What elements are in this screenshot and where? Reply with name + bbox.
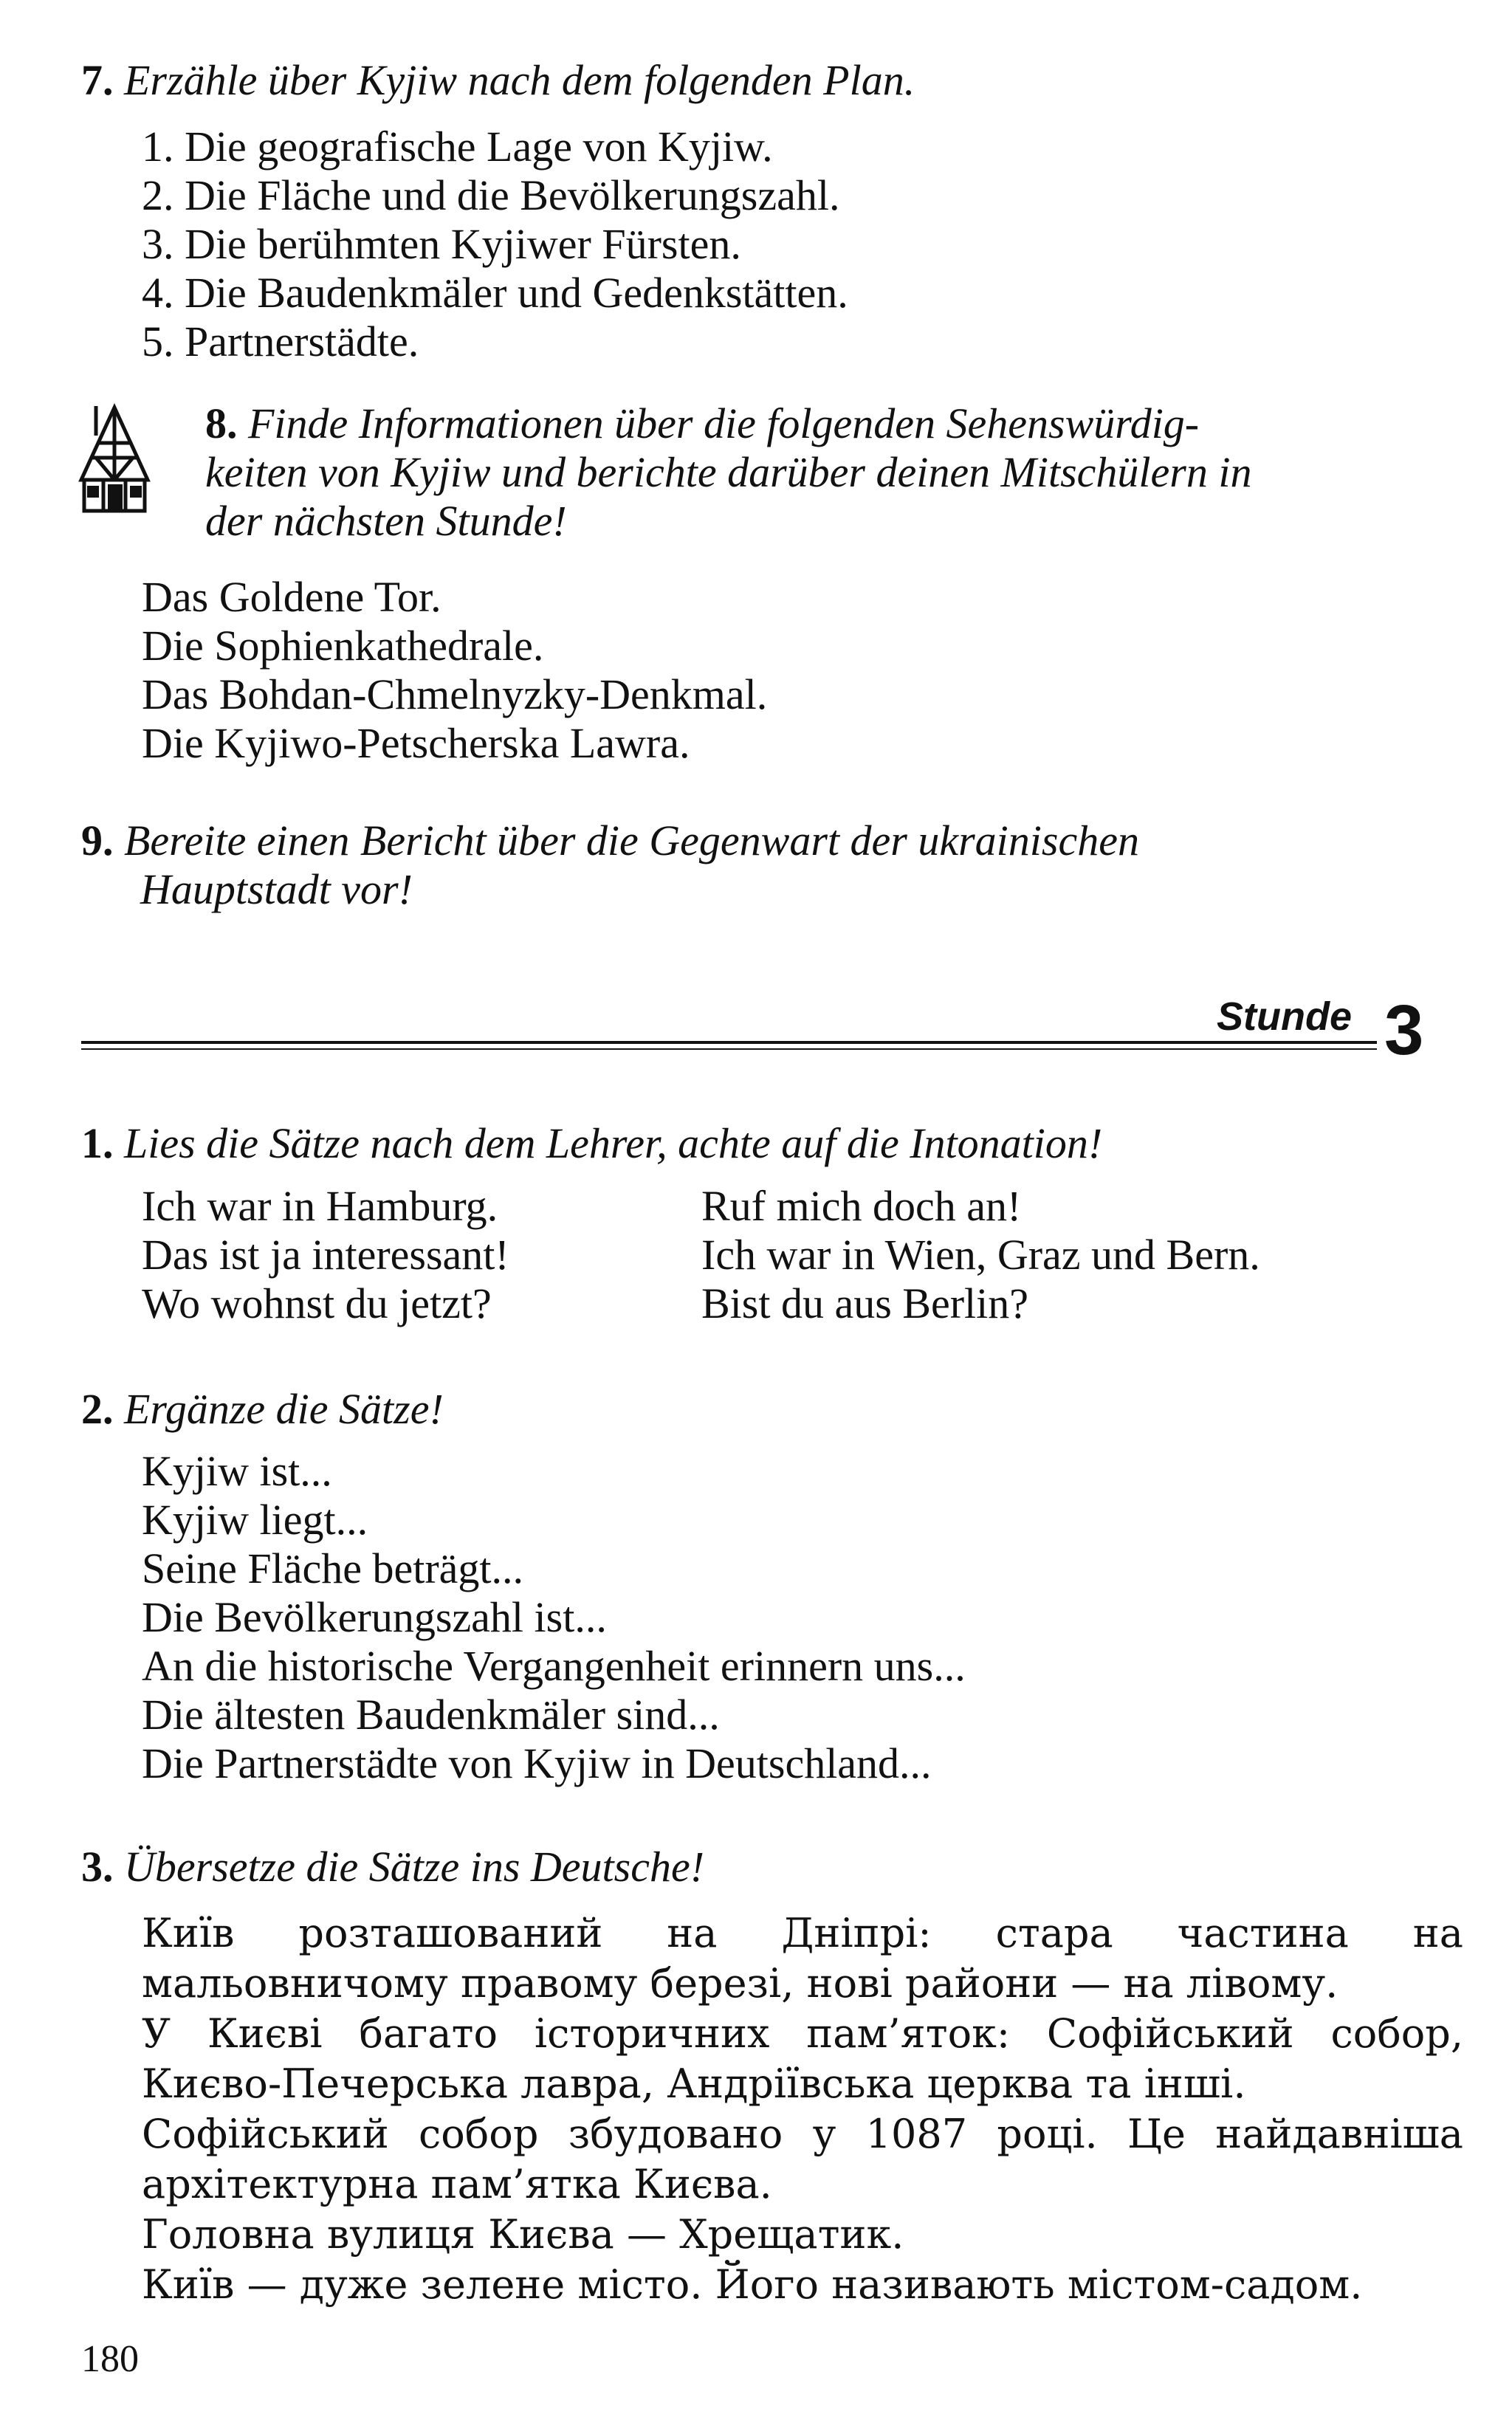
task7-item: 3. Die berühmten Kyjiwer Fürsten. — [142, 220, 741, 268]
task8-title-part: Finde Informationen über die folgenden Sehenswürdig- — [248, 399, 1200, 447]
s3-task3-line: Київ розташований на Дніпрі: стара частина на — [142, 1910, 1463, 1956]
task9-title-line: Hauptstadt vor! — [140, 865, 413, 913]
page-number: 180 — [81, 2338, 139, 2380]
section-rule-top — [81, 1041, 1377, 1044]
s3-task2-item: Die ältesten Baudenkmäler sind... — [142, 1691, 720, 1739]
s3-task1-right-sentence: Ruf mich doch an! — [701, 1182, 1022, 1230]
task7-item: 2. Die Fläche und die Bevölkerungszahl. — [142, 171, 840, 219]
s3-task2-item: Kyjiw liegt... — [142, 1496, 368, 1544]
task8-title-line — [205, 399, 1200, 447]
section-label: Stunde — [1217, 994, 1352, 1039]
s3-task3-text — [142, 1910, 1463, 2315]
s3-task3-line: Києво-Печерська лавра, Андріївська церква та інші. — [142, 2060, 1246, 2107]
s3-task2-number: 2. — [81, 1385, 114, 1433]
task8-item: Die Sophienkathedrale. — [142, 622, 544, 670]
s3-task3-line: Головна вулиця Києва — Хрещатик. — [142, 2211, 904, 2258]
task8-item: Das Goldene Tor. — [142, 573, 441, 621]
s3-task1-left-sentence: Das ist ja interessant! — [142, 1231, 509, 1279]
s3-task3-line: У Києві багато історичних пам’яток: Софійський собор, — [142, 2010, 1463, 2057]
task7-item: 4. Die Baudenkmäler und Gedenkstätten. — [142, 269, 848, 317]
s3-task3-heading — [81, 1843, 705, 1891]
task7-heading — [81, 56, 915, 104]
task7-item: 1. Die geografische Lage von Kyjiw. — [142, 123, 773, 171]
task7-number: 7. — [81, 56, 114, 104]
s3-task2-item: Die Bevölkerungszahl ist... — [142, 1593, 607, 1641]
s3-task3-line: мальовничому правому березі, нові райони — на лівому. — [142, 1960, 1339, 2007]
s3-task1-number: 1. — [81, 1119, 114, 1167]
s3-task2-heading — [81, 1385, 444, 1433]
task9-heading — [81, 819, 1139, 862]
task8-title-line: der nächsten Stunde! — [205, 497, 567, 545]
house-icon — [74, 399, 155, 524]
section-rule-bottom — [81, 1048, 1377, 1050]
s3-task1-heading — [81, 1119, 1103, 1167]
s3-task1-right-sentence: Bist du aus Berlin? — [701, 1279, 1029, 1327]
s3-task3-line: Київ — дуже зелене місто. Його називають містом-садом. — [142, 2261, 1363, 2308]
s3-task2-title: Ergänze die Sätze! — [124, 1385, 444, 1433]
s3-task2-item: Die Partnerstädte von Kyjiw in Deutschland... — [142, 1739, 932, 1787]
task7-title: Erzähle über Kyjiw nach dem folgenden Plan. — [124, 56, 915, 104]
s3-task3-line: архітектурна пам’ятка Києва. — [142, 2161, 772, 2207]
task9-title-part: Bereite einen Bericht über die Gegenwart der ukrainischen — [124, 817, 1139, 864]
task8-item: Das Bohdan-Chmelnyzky-Denkmal. — [142, 670, 768, 718]
task8-number: 8. — [205, 399, 238, 447]
s3-task2-item: Seine Fläche beträgt... — [142, 1544, 523, 1592]
s3-task3-title: Übersetze die Sätze ins Deutsche! — [124, 1843, 705, 1891]
task7-item: 5. Partnerstädte. — [142, 317, 419, 365]
task9-number: 9. — [81, 817, 114, 864]
s3-task2-item: Kyjiw ist... — [142, 1447, 332, 1495]
s3-task3-line: Софійський собор збудовано у 1087 році. Це найдавніша — [142, 2111, 1463, 2157]
section-number: 3 — [1384, 991, 1424, 1070]
s3-task1-left-sentence: Wo wohnst du jetzt? — [142, 1279, 492, 1327]
s3-task1-title: Lies die Sätze nach dem Lehrer, achte auf die Intonation! — [124, 1119, 1103, 1167]
s3-task1-left-sentence: Ich war in Hamburg. — [142, 1182, 498, 1230]
s3-task2-item: An die historische Vergangenheit erinnern uns... — [142, 1642, 966, 1690]
s3-task3-number: 3. — [81, 1843, 114, 1891]
s3-task1-right-sentence: Ich war in Wien, Graz und Bern. — [701, 1231, 1260, 1279]
task8-title-line: keiten von Kyjiw und berichte darüber deinen Mitschülern in — [205, 448, 1252, 496]
task8-item: Die Kyjiwo-Petscherska Lawra. — [142, 719, 690, 767]
